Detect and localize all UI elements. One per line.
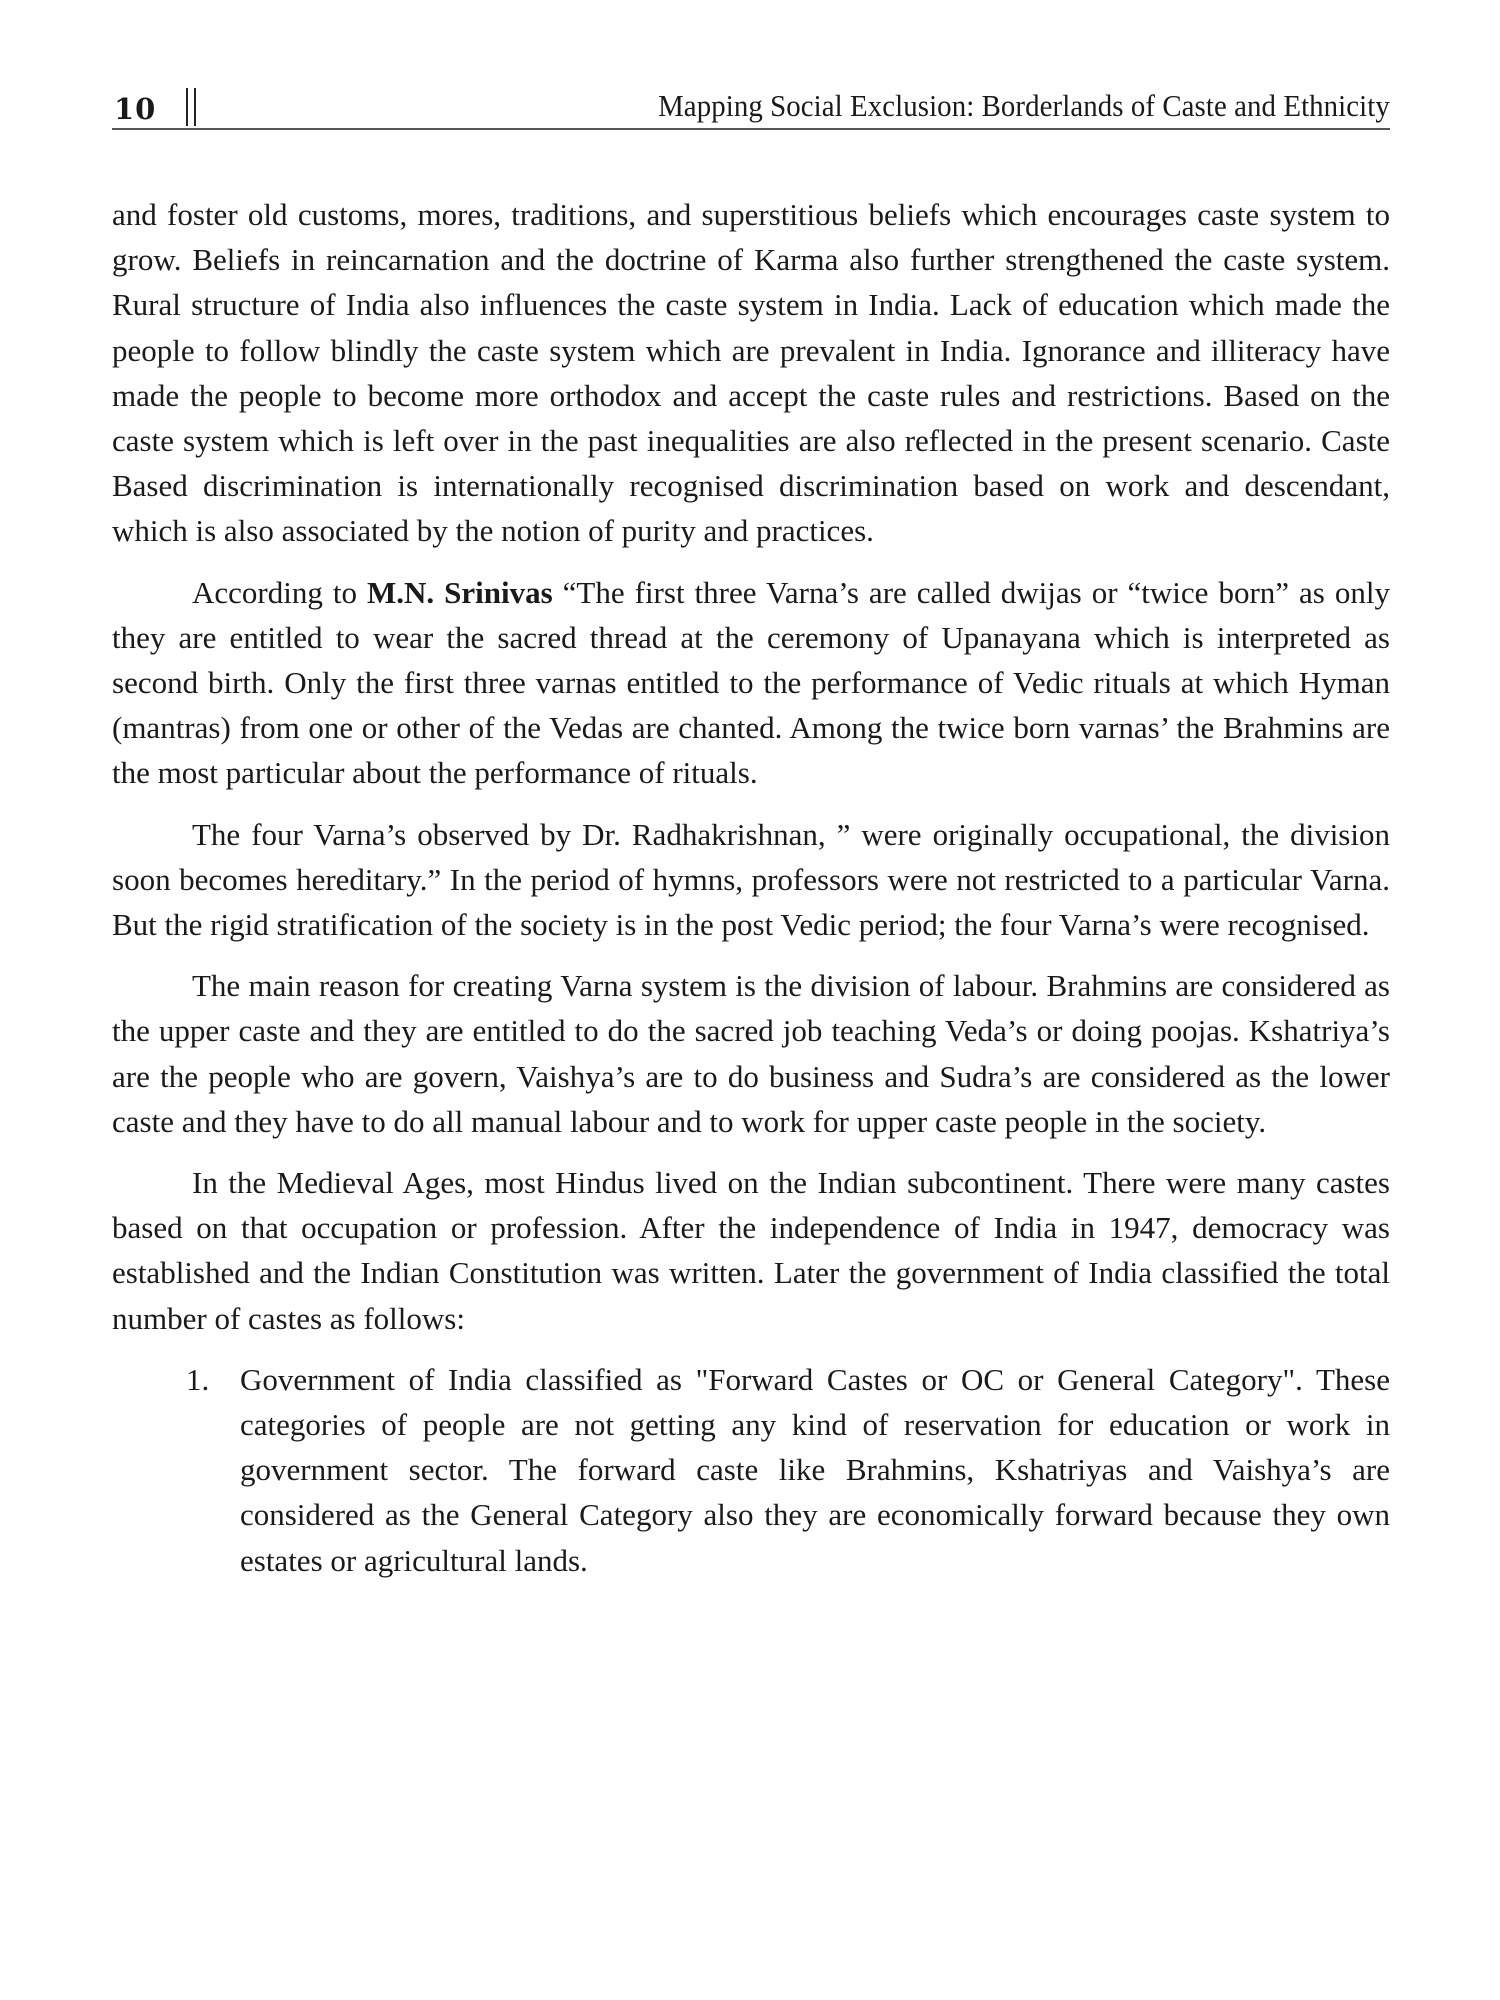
author-name-srinivas: M.N. Srinivas — [366, 574, 553, 610]
body-text — [112, 192, 1390, 1583]
paragraph-quote: “The first three Varna’s are called dwijas or “twice born” as only they are entitled to wear the sacred thread at the ceremony of Upanayana which is interpreted as second birth. Only the first three varnas entitled to the performance of Vedic rituals at which Hyman (mantras) from one or other of the Vedas are chanted. Among the twice born varnas’ the Brahmins are the most particular about the performance of rituals. — [112, 574, 1390, 791]
header-separator — [186, 88, 196, 126]
running-header — [112, 84, 1390, 130]
caste-classification-list — [112, 1357, 1390, 1583]
paragraph-srinivas — [112, 570, 1390, 796]
list-item — [112, 1357, 1390, 1583]
paragraph-division-of-labour: The main reason for creating Varna system is the division of labour. Brahmins are considered as the upper caste and they are entitled to do the sacred job teaching Veda’s or doing poojas. Kshatriya’s are the people who are govern, Vaishya’s are to do business and Sudra’s are considered as the lower caste and they have to do all manual labour and to work for upper caste people in the society. — [112, 968, 1390, 1139]
paragraph-medieval-ages: In the Medieval Ages, most Hindus lived on the Indian subcontinent. There were many castes based on that occupation or profession. After the independence of India in 1947, democracy was established and the Indian Constitution was written. Later the government of India classified the total number of castes as follows: — [112, 1165, 1390, 1336]
list-item-text: Government of India classified as "Forward Castes or OC or General Category". These categories of people are not getting any kind of reservation for education or work in government sector. The forward caste like Brahmins, Kshatriyas and Vaishya’s are considered as the General Category also they are economically forward because they own estates or agricultural lands. — [240, 1361, 1390, 1578]
paragraph-continued: and foster old customs, mores, traditions, and superstitious beliefs which encourages caste system to grow. Beliefs in reincarnation and the doctrine of Karma also further strengthened the caste system. Rural structure of India also influences the caste system in India. Lack of education which made the people to follow blindly the caste system which are prevalent in India. Ignorance and illiteracy have made the people to become more orthodox and accept the caste rules and restrictions. Based on the caste system which is left over in the past inequalities are also reflected in the present scenario. Caste Based discrimination is internationally recognised discrimination based on work and descendant, which is also associated by the notion of purity and practices. — [112, 197, 1390, 549]
page-number: 10 — [114, 92, 157, 126]
list-marker: 1. — [186, 1361, 210, 1397]
paragraph-lead: According to — [192, 574, 367, 610]
paragraph-radhakrishnan: The four Varna’s observed by Dr. Radhakrishnan, ” were originally occupational, the division soon becomes hereditary.” In the period of hymns, professors were not restricted to a particular Varna. But the rigid stratification of the society is in the post Vedic period; the four Varna’s were recognised. — [112, 816, 1390, 943]
book-title: Mapping Social Exclusion: Borderlands of Caste and Ethnicity — [658, 88, 1390, 123]
